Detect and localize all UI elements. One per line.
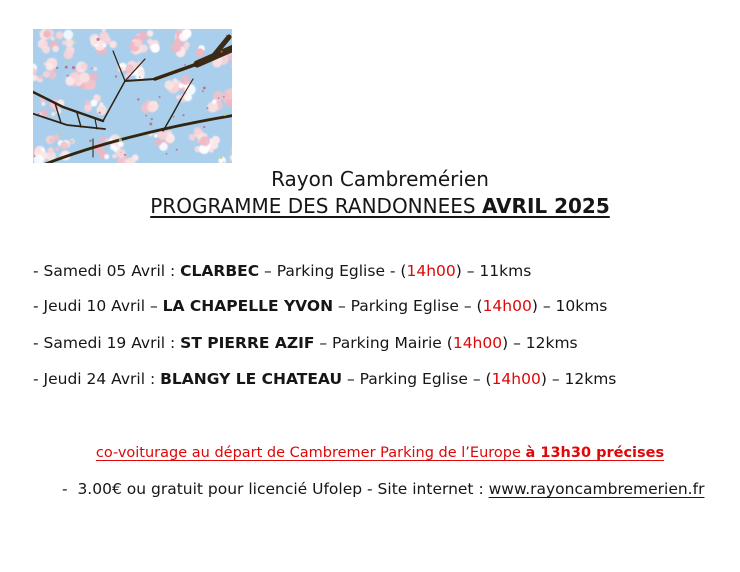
walk-row-4: [33, 370, 616, 389]
website-link[interactable]: www.rayoncambremerien.fr: [488, 480, 705, 498]
walk-location: LA CHAPELLE YVON: [162, 297, 334, 315]
walk-place: – Parking Eglise – (: [342, 370, 492, 388]
walk-row-3: [33, 334, 578, 353]
subtitle-regular: PROGRAMME DES RANDONNEES: [150, 194, 482, 218]
footer-note: [62, 480, 704, 499]
carpool-time: à 13h30 précises: [525, 445, 665, 461]
subtitle-bold: AVRIL 2025: [481, 194, 610, 218]
walk-time: 14h00: [491, 370, 541, 388]
walk-date: - Jeudi 24 Avril :: [33, 370, 161, 388]
carpool-text: co-voiturage au départ de Cambremer Parking de l’Europe: [95, 445, 526, 461]
walk-place: – Parking Eglise - (: [259, 262, 407, 280]
walk-location: ST PIERRE AZIF: [180, 334, 315, 352]
walk-place: – Parking Mairie (: [314, 334, 453, 352]
walk-distance: ) – 12kms: [502, 334, 578, 352]
cherry-blossom-image: [33, 29, 232, 163]
walk-date: - Samedi 05 Avril :: [33, 262, 181, 280]
walk-place: – Parking Eglise – (: [333, 297, 483, 315]
page-subtitle: [10, 193, 740, 220]
walk-date: - Samedi 19 Avril :: [33, 334, 181, 352]
walk-time: 14h00: [452, 334, 503, 352]
walk-row-1: [33, 262, 531, 281]
carpool-note: [10, 444, 740, 462]
walk-distance: ) – 10kms: [531, 297, 608, 315]
walk-row-2: [33, 297, 607, 316]
walk-location: BLANGY LE CHATEAU: [160, 370, 343, 388]
walk-distance: ) – 11kms: [455, 262, 532, 280]
walk-location: CLARBEC: [180, 262, 260, 280]
page-title: Rayon Cambremérien: [271, 167, 489, 191]
walk-time: 14h00: [406, 262, 456, 280]
walk-distance: ) – 12kms: [540, 370, 617, 388]
walk-date: - Jeudi 10 Avril –: [33, 297, 163, 315]
walk-time: 14h00: [482, 297, 532, 315]
footer-text: - 3.00€ ou gratuit pour licencié Ufolep - Site internet :: [62, 480, 489, 498]
cherry-blossom-art: [33, 29, 232, 163]
